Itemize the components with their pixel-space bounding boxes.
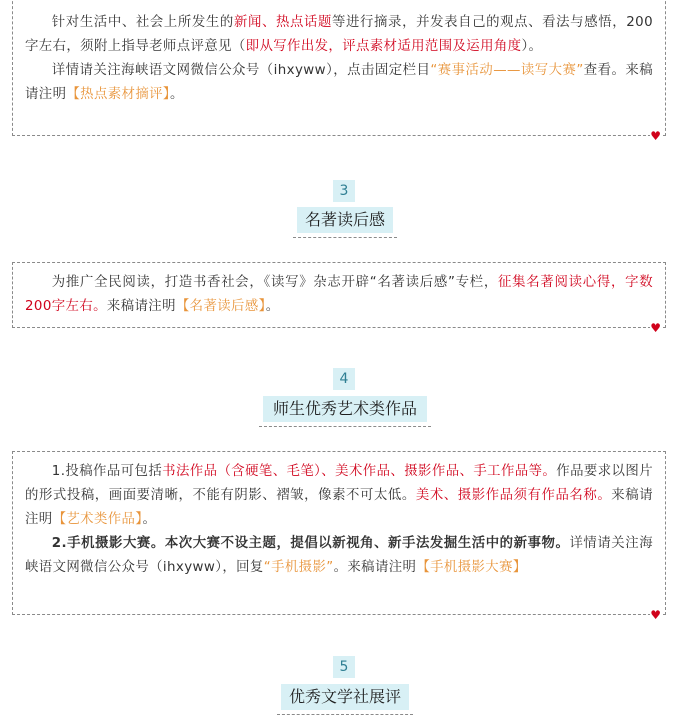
text-segment: 1.投稿作品可包括 — [51, 464, 163, 479]
text-segment: 2.手机摄影大赛。本次大赛不设主题，提倡以新视角、新手法发掘生活中的新事物。 — [51, 536, 570, 551]
submission-tag: 【热点素材摘评】 — [66, 87, 170, 102]
reply-keyword: “手机摄影” — [263, 560, 334, 575]
text-segment: 作品要求以图片的形式投稿，画面要清晰，不能有阴影、褶皱，像素不可太低。 — [25, 464, 653, 503]
art-works-paragraph-1 — [25, 460, 653, 532]
highlight-text: 书法作品（含硬笔、毛笔）、美术作品、摄影作品、手工作品等。 — [162, 464, 557, 479]
text-segment: 来稿请注明 — [25, 488, 654, 527]
hot-topic-box — [12, 0, 666, 143]
classic-review-box — [12, 262, 666, 335]
text-segment: ）。 — [521, 39, 543, 54]
text-segment: 为推广全民阅读，打造书香社会，《读写》杂志开辟“名著读后感”专栏， — [51, 275, 499, 290]
art-works-paragraph-2 — [25, 532, 653, 580]
highlight-text: 即从写作出发，评点素材适用范围及运用角度 — [245, 39, 522, 54]
hot-topic-paragraph-2 — [25, 59, 653, 107]
submission-tag: 【手机摄影大赛】 — [416, 560, 527, 575]
section-number-4: 4 — [333, 368, 355, 390]
section-title-3: 名著读后感 — [297, 207, 393, 233]
submission-tag: 【名著读后感】 — [175, 299, 266, 314]
column-name: “赛事活动——读写大赛” — [430, 63, 584, 78]
text-segment: 。 — [265, 299, 280, 314]
text-segment: 等进行摘录，并发表自己的观点、看法与感悟，200字左右，须附上指导老师点评意见（ — [25, 15, 653, 54]
highlight-text: 征集名著阅读心得，字数200字左右。 — [25, 275, 654, 314]
art-works-box — [12, 451, 666, 622]
text-segment: 详情请关注海峡语文网微信公众号（ihxyww），回复 — [25, 536, 653, 575]
heart-icon: ♥ — [650, 608, 661, 622]
heart-icon: ♥ — [650, 321, 661, 335]
hot-topic-paragraph-1 — [25, 11, 653, 59]
submission-tag: 【艺术类作品】 — [52, 512, 143, 527]
section-title-4: 师生优秀艺术类作品 — [263, 396, 427, 422]
section-number-3: 3 — [333, 180, 355, 202]
highlight-text: 美术、摄影作品须有作品名称。 — [415, 488, 612, 503]
text-segment: 针对生活中、社会上所发生的 — [51, 15, 234, 30]
text-segment: 。 — [170, 87, 184, 102]
section-number-5: 5 — [333, 656, 355, 678]
text-segment: 查看。来稿请注明 — [25, 63, 654, 102]
text-segment: 来稿请注明 — [106, 299, 176, 314]
text-segment: 。 — [142, 512, 157, 527]
heart-icon: ♥ — [650, 129, 661, 143]
text-segment: 。来稿请注明 — [333, 560, 417, 575]
classic-review-paragraph — [25, 271, 653, 319]
text-segment: 详情请关注海峡语文网微信公众号（ihxyww），点击固定栏目 — [51, 63, 431, 78]
highlight-text: 新闻、热点话题 — [233, 15, 333, 30]
section-title-5: 优秀文学社展评 — [281, 684, 409, 710]
